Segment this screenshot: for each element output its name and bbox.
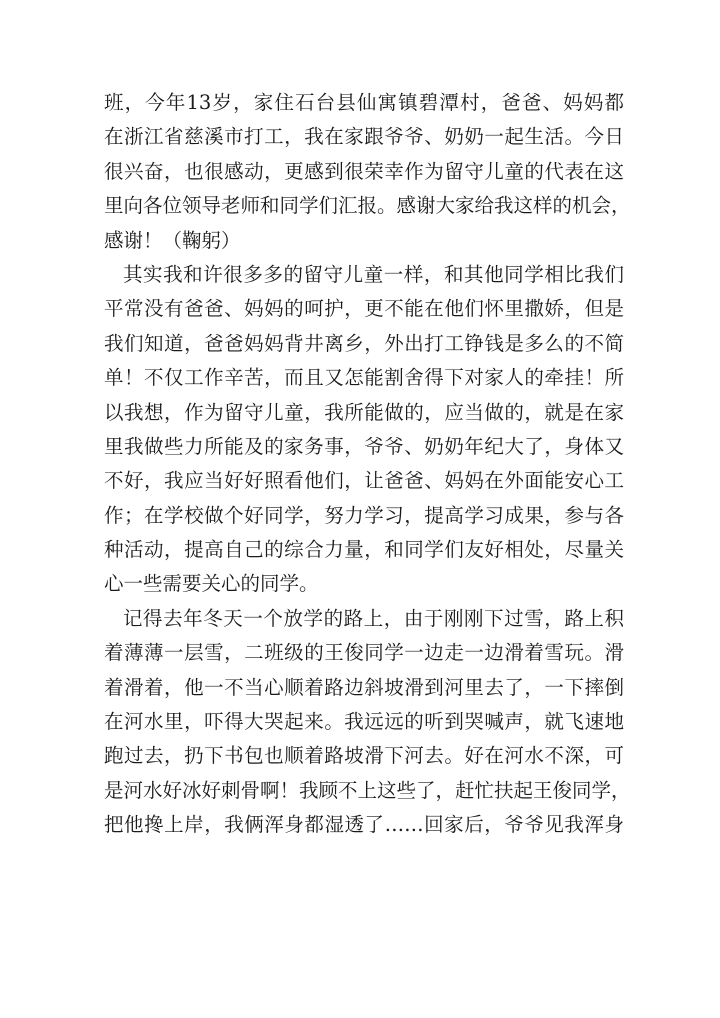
text-line: 里向各位领导老师和同学们汇报。感谢大家给我这样的机会， xyxy=(104,194,631,218)
text-line: 以我想，作为留守儿童，我所能做的，应当做的，就是在家 xyxy=(104,400,624,424)
text-line: 在河水里，吓得大哭起来。我远远的听到哭喊声，就飞速地 xyxy=(104,710,624,734)
text-line: 不好，我应当好好照看他们，让爸爸、妈妈在外面能安心工 xyxy=(104,469,624,493)
text-line: 感谢！（鞠躬） xyxy=(104,228,241,252)
text-line: 我们知道，爸爸妈妈背井离乡，外出打工铮钱是多么的不简 xyxy=(104,331,624,355)
text-line: 种活动，提高自己的综合力量，和同学们友好相处，尽量关 xyxy=(104,538,624,562)
text-line: 很兴奋，也很感动，更感到很荣幸作为留守儿童的代表在这 xyxy=(104,159,624,183)
text-line: 单！不仅工作辛苦，而且又怎能割舍得下对家人的牵挂！所 xyxy=(104,366,624,390)
text-line: 跑过去，扔下书包也顺着路坡滑下河去。好在河水不深，可 xyxy=(104,744,624,768)
text-line: 班，今年13岁，家住石台县仙寓镇碧潭村，爸爸、妈妈都 xyxy=(104,91,624,114)
text-line: 着薄薄一层雪，二班级的王俊同学一边走一边滑着雪玩。滑 xyxy=(104,641,624,665)
text-line: 作；在学校做个好同学，努力学习，提高学习成果，参与各 xyxy=(104,503,624,527)
paragraph-2 xyxy=(104,258,624,602)
paragraph-1 xyxy=(104,86,631,258)
text-line: 是河水好冰好刺骨啊！我顾不上这些了，赶忙扶起王俊同学， xyxy=(104,778,631,802)
text-line: 里我做些力所能及的家务事，爷爷、奶奶年纪大了，身体又 xyxy=(104,434,624,458)
text-line: 记得去年冬天一个放学的路上，由于刚刚下过雪，路上积 xyxy=(123,606,624,630)
body-text xyxy=(104,86,631,843)
text-line: 把他搀上岸，我俩浑身都湿透了……回家后，爷爷见我浑身 xyxy=(104,813,624,837)
text-line: 着滑着，他一不当心顺着路边斜坡滑到河里去了，一下摔倒 xyxy=(104,675,624,699)
text-line: 心一些需要关心的同学。 xyxy=(104,572,319,596)
text-line: 在浙江省慈溪市打工，我在家跟爷爷、奶奶一起生活。今日 xyxy=(104,125,624,149)
text-line: 其实我和许很多多的留守儿童一样，和其他同学相比我们 xyxy=(123,262,624,286)
text-line: 平常没有爸爸、妈妈的呵护，更不能在他们怀里撒娇，但是 xyxy=(104,297,624,321)
paragraph-3 xyxy=(104,602,631,843)
